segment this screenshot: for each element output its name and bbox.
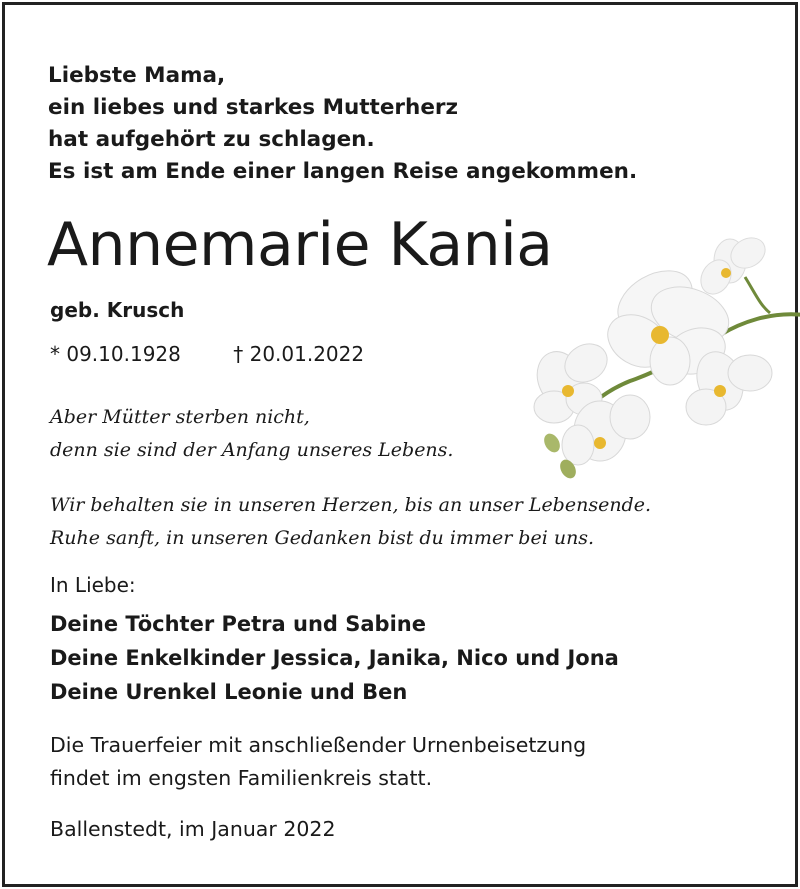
mourner-line: Deine Töchter Petra und Sabine bbox=[50, 612, 426, 636]
deceased-name: Annemarie Kania bbox=[47, 210, 553, 280]
ceremony-line: findet im engsten Familienkreis statt. bbox=[50, 766, 433, 790]
birth-date: * 09.10.1928 bbox=[50, 342, 181, 366]
maiden-name: geb. Krusch bbox=[50, 298, 185, 322]
intro-text bbox=[48, 60, 637, 188]
in-love-label: In Liebe: bbox=[50, 573, 136, 597]
mourner-line: Deine Enkelkinder Jessica, Janika, Nico und Jona bbox=[50, 646, 619, 670]
obituary-frame bbox=[2, 2, 798, 887]
quote-block bbox=[50, 401, 453, 467]
quote-line: denn sie sind der Anfang unseres Lebens. bbox=[50, 439, 454, 461]
farewell-block bbox=[50, 489, 651, 555]
intro-line: Liebste Mama, bbox=[48, 63, 226, 88]
farewell-line: Wir behalten sie in unseren Herzen, bis an unser Lebensende. bbox=[50, 494, 652, 516]
intro-line: hat aufgehört zu schlagen. bbox=[48, 127, 375, 152]
mourners-list bbox=[50, 607, 619, 709]
ceremony-notice bbox=[50, 729, 586, 795]
quote-line: Aber Mütter sterben nicht, bbox=[50, 406, 310, 428]
intro-line: ein liebes und starkes Mutterherz bbox=[48, 95, 459, 120]
place-date: Ballenstedt, im Januar 2022 bbox=[50, 817, 336, 841]
intro-line: Es ist am Ende einer langen Reise angekommen. bbox=[48, 159, 638, 184]
mourner-line: Deine Urenkel Leonie und Ben bbox=[50, 680, 408, 704]
farewell-line: Ruhe sanft, in unseren Gedanken bist du immer bei uns. bbox=[50, 527, 595, 549]
orchid-image bbox=[520, 231, 800, 491]
life-dates bbox=[50, 342, 364, 366]
ceremony-line: Die Trauerfeier mit anschließender Urnenbeisetzung bbox=[50, 733, 587, 757]
death-date: † 20.01.2022 bbox=[233, 342, 365, 366]
